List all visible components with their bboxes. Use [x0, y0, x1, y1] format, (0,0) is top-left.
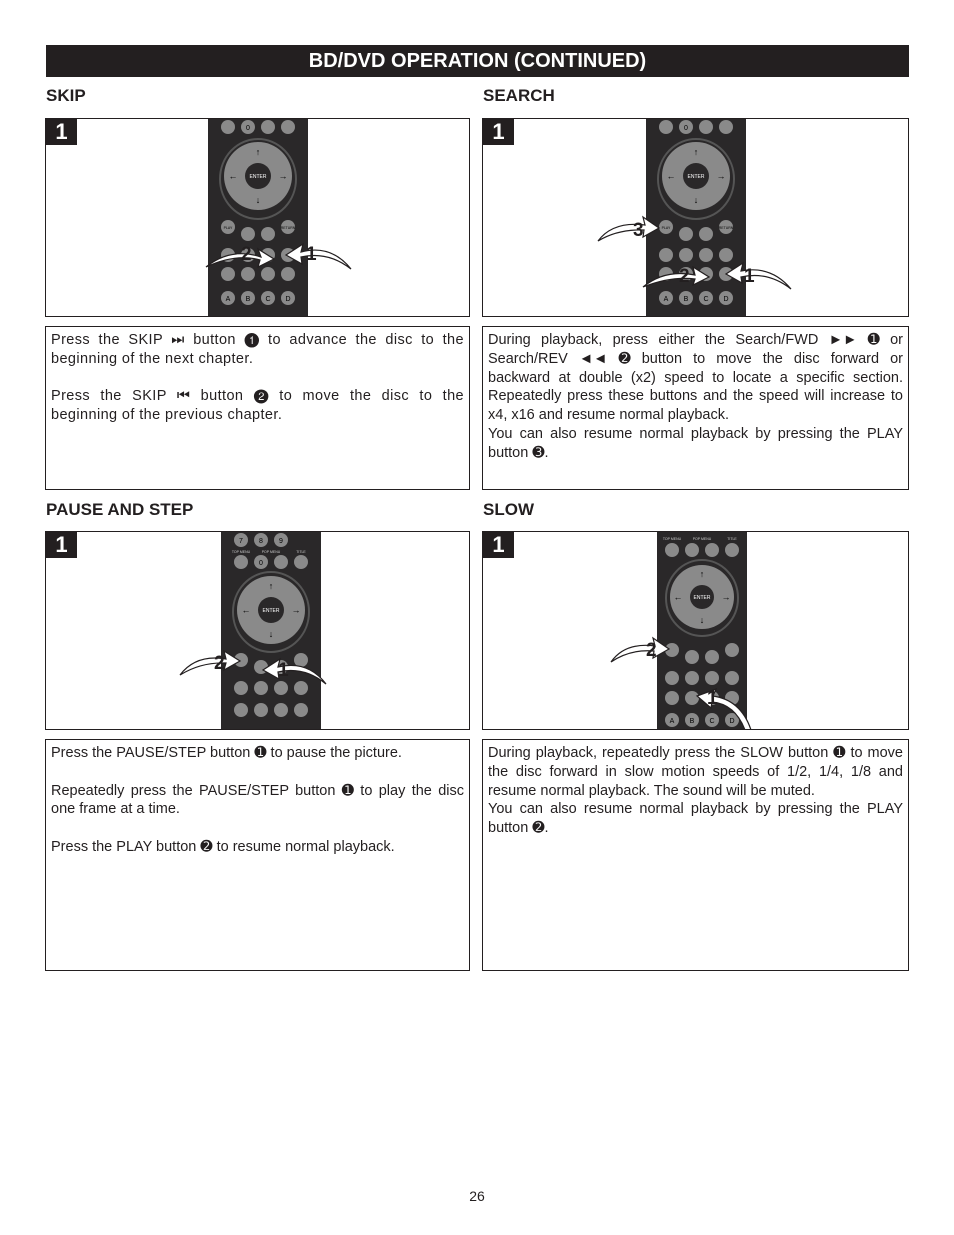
svg-text:B: B: [689, 718, 695, 725]
skip-text-2: Press the SKIP ⏮ button ➋ to move the disc to the beginning of the previous chapter.: [51, 388, 464, 424]
svg-text:8: 8: [259, 538, 263, 545]
svg-text:ENTER: ENTER: [687, 174, 705, 180]
callout-arrows: [46, 532, 470, 730]
svg-text:A: A: [663, 296, 669, 303]
svg-text:←: ←: [228, 171, 238, 181]
callout-arrows: [483, 119, 909, 317]
callout-1: 1: [707, 688, 718, 709]
svg-text:D: D: [723, 296, 729, 303]
svg-text:POP MENU: POP MENU: [692, 537, 712, 541]
svg-text:←: ←: [673, 592, 683, 602]
callout-2: 2: [679, 266, 690, 287]
search-section-title: SEARCH: [483, 86, 555, 105]
page-title: BD/DVD OPERATION (CONTINUED): [308, 49, 647, 72]
svg-text:C: C: [709, 718, 715, 725]
svg-text:C: C: [703, 296, 709, 303]
svg-text:PLAY: PLAY: [661, 226, 671, 230]
callout-arrows: [46, 119, 470, 317]
pause-illustration: [45, 531, 470, 730]
svg-text:0: 0: [684, 125, 688, 132]
svg-text:↑: ↑: [693, 147, 699, 157]
slow-instructions: [482, 739, 909, 971]
pause-text-3: Press the PLAY button ➋ to resume normal playback.: [51, 838, 395, 855]
callout-2: 2: [214, 653, 225, 674]
skip-illustration: [45, 118, 470, 317]
svg-text:→: →: [716, 171, 726, 181]
svg-text:TITLE: TITLE: [296, 550, 306, 554]
svg-text:←: ←: [241, 605, 251, 615]
callout-1: 1: [278, 660, 289, 681]
slow-text-1: During playback, repeatedly press the SLOW button ➊ to move the disc forward in slow motion speeds of 1/2, 1/4, 1/8 and resume normal playback. The sound will be muted.: [488, 745, 903, 799]
skip-section-title: SKIP: [46, 86, 86, 105]
svg-text:↑: ↑: [699, 569, 705, 579]
svg-text:7: 7: [239, 538, 243, 545]
search-text-1: During playback, press either the Search/FWD ►► ➊ or Search/REV ◄◄ ➋ button to move the disc forward or backward at double (x2) speed to locate a specific section. Repeatedly press these buttons and the speed will increase to x4, x16 and resume normal playback.: [488, 332, 903, 424]
search-illustration: [482, 118, 909, 317]
svg-text:↓: ↓: [255, 195, 261, 205]
skip-instructions: [45, 326, 470, 490]
svg-text:↑: ↑: [255, 147, 261, 157]
svg-text:0: 0: [259, 560, 263, 567]
pause-section-title: PAUSE AND STEP: [46, 500, 194, 519]
svg-text:ENTER: ENTER: [693, 595, 711, 601]
svg-text:TITLE: TITLE: [727, 537, 737, 541]
svg-text:D: D: [285, 296, 291, 303]
pause-text-1: Press the PAUSE/STEP button ➊ to pause the picture.: [51, 745, 402, 761]
svg-text:B: B: [683, 296, 689, 303]
svg-text:↓: ↓: [699, 615, 705, 625]
svg-text:A: A: [669, 718, 675, 725]
svg-text:←: ←: [666, 171, 676, 181]
svg-text:C: C: [265, 296, 271, 303]
svg-text:PLAY: PLAY: [223, 226, 233, 230]
page-number: 26: [469, 1188, 485, 1204]
svg-text:TOP MENU: TOP MENU: [231, 550, 251, 554]
callout-2: 2: [646, 640, 657, 661]
callout-1: 1: [306, 244, 317, 265]
svg-text:RETURN: RETURN: [280, 226, 296, 230]
svg-text:POP MENU: POP MENU: [261, 550, 281, 554]
svg-text:RETURN: RETURN: [718, 226, 734, 230]
svg-text:9: 9: [279, 538, 283, 545]
svg-text:0: 0: [246, 125, 250, 132]
callout-1: 1: [744, 266, 755, 287]
pause-text-2: Repeatedly press the PAUSE/STEP button ➊ to play the disc one frame at a time.: [51, 782, 464, 818]
search-instructions: [482, 326, 909, 490]
svg-text:↓: ↓: [268, 629, 274, 639]
step-number: 1: [46, 532, 77, 558]
slow-section-title: SLOW: [483, 500, 534, 519]
step-number: 1: [483, 119, 514, 145]
svg-text:TOP MENU: TOP MENU: [662, 537, 682, 541]
svg-text:→: →: [291, 605, 301, 615]
svg-text:B: B: [245, 296, 251, 303]
step-number: 1: [483, 532, 514, 558]
svg-text:A: A: [225, 296, 231, 303]
svg-text:↑: ↑: [268, 581, 274, 591]
search-text-2: You can also resume normal playback by pressing the PLAY button ➌.: [488, 425, 903, 461]
svg-text:→: →: [721, 592, 731, 602]
svg-text:ENTER: ENTER: [262, 608, 280, 614]
svg-text:↓: ↓: [693, 195, 699, 205]
slow-illustration: [482, 531, 909, 730]
callout-3: 3: [633, 220, 644, 241]
svg-text:ENTER: ENTER: [249, 174, 267, 180]
step-number: 1: [46, 119, 77, 145]
skip-text-1: Press the SKIP ⏭ button ➊ to advance the disc to the beginning of the next chapter.: [51, 332, 464, 367]
slow-text-2: You can also resume normal playback by pressing the PLAY button ➋.: [488, 801, 903, 837]
callout-arrows: [483, 532, 909, 730]
pause-instructions: [45, 739, 470, 971]
page-header-bar: [46, 45, 909, 77]
svg-text:→: →: [278, 171, 288, 181]
svg-text:D: D: [729, 718, 735, 725]
callout-2: 2: [241, 244, 252, 265]
